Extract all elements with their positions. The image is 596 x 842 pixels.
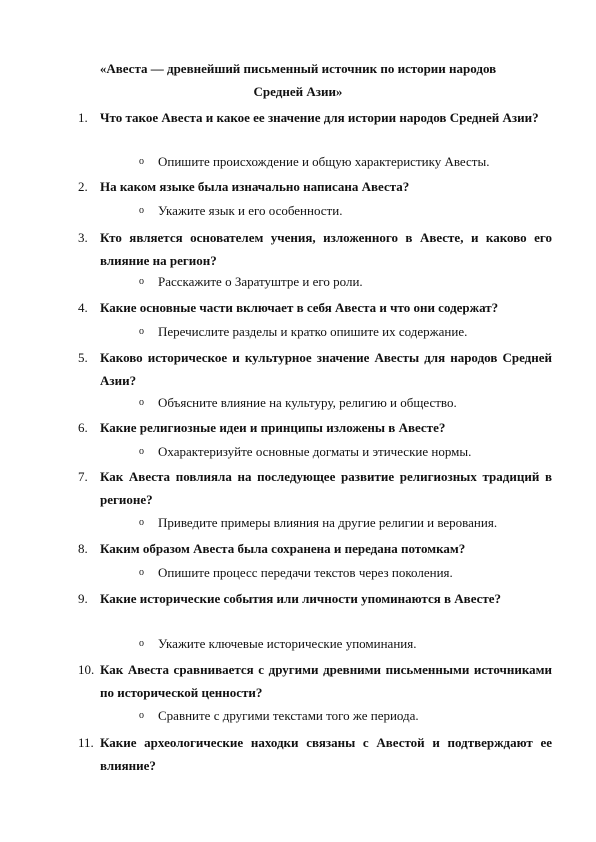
- question-number: 7.: [78, 469, 88, 484]
- question-7: [78, 465, 552, 511]
- subpoint-2: [139, 201, 343, 221]
- subpoint-8: [139, 563, 453, 583]
- question-5: [78, 346, 552, 392]
- question-text: Каково историческое и культурное значение Авесты для народов Средней Азии?: [100, 350, 552, 388]
- question-number: 5.: [78, 350, 88, 365]
- question-9: [78, 587, 552, 610]
- question-text: Каким образом Авеста была сохранена и передана потомкам?: [100, 541, 466, 556]
- subpoint-1: [139, 152, 490, 172]
- question-1: [78, 106, 552, 129]
- question-2: [78, 175, 552, 198]
- question-number: 6.: [78, 420, 88, 435]
- bullet-icon: o: [139, 567, 144, 578]
- subpoint-3: [139, 272, 363, 292]
- question-number: 1.: [78, 110, 88, 125]
- subpoint-text: Сравните с другими текстами того же периода.: [158, 708, 419, 723]
- subpoint-text: Укажите ключевые исторические упоминания.: [158, 636, 417, 651]
- bullet-icon: o: [139, 326, 144, 337]
- question-text: Какие религиозные идеи и принципы изложены в Авесте?: [100, 420, 446, 435]
- subpoint-text: Охарактеризуйте основные догматы и этические нормы.: [158, 444, 472, 459]
- subpoint-9: [139, 634, 417, 654]
- subpoint-text: Укажите язык и его особенности.: [158, 203, 343, 218]
- question-number: 8.: [78, 541, 88, 556]
- bullet-icon: o: [139, 638, 144, 649]
- question-text: Что такое Авеста и какое ее значение для истории народов Средней Азии?: [100, 110, 539, 125]
- question-3: [78, 226, 552, 272]
- bullet-icon: o: [139, 156, 144, 167]
- bullet-icon: o: [139, 205, 144, 216]
- question-10: [78, 658, 552, 704]
- question-6: [78, 416, 552, 439]
- question-text: Какие основные части включает в себя Авеста и что они содержат?: [100, 300, 499, 315]
- question-text: Как Авеста повлияла на последующее развитие религиозных традиций в регионе?: [100, 469, 552, 507]
- question-8: [78, 537, 552, 560]
- subpoint-7: [139, 513, 498, 533]
- bullet-icon: o: [139, 276, 144, 287]
- question-number: 9.: [78, 591, 88, 606]
- subpoint-text: Опишите процесс передачи текстов через поколения.: [158, 565, 453, 580]
- bullet-icon: o: [139, 446, 144, 457]
- bullet-icon: o: [139, 710, 144, 721]
- subpoint-text: Опишите происхождение и общую характеристику Авесты.: [158, 154, 490, 169]
- question-number: 11.: [78, 735, 94, 750]
- subpoint-text: Перечислите разделы и кратко опишите их содержание.: [158, 324, 468, 339]
- question-number: 4.: [78, 300, 88, 315]
- subpoint-6: [139, 442, 472, 462]
- subpoint-5: [139, 393, 457, 413]
- subpoint-text: Приведите примеры влияния на другие религии и верования.: [158, 515, 498, 530]
- bullet-icon: o: [139, 517, 144, 528]
- document-title-line-2: Средней Азии»: [253, 84, 343, 99]
- bullet-icon: o: [139, 397, 144, 408]
- subpoint-text: Расскажите о Заратуштре и его роли.: [158, 274, 363, 289]
- question-4: [78, 296, 552, 319]
- question-11: [78, 731, 552, 777]
- document-title-line-1: «Авеста — древнейший письменный источник по истории народов: [99, 61, 497, 76]
- question-text: Как Авеста сравнивается с другими древними письменными источниками по исторической ценности?: [100, 662, 552, 700]
- subpoint-text: Объясните влияние на культуру, религию и общество.: [158, 395, 457, 410]
- question-number: 2.: [78, 179, 88, 194]
- subpoint-10: [139, 706, 419, 726]
- question-text: Какие исторические события или личности упоминаются в Авесте?: [100, 591, 502, 606]
- question-number: 10.: [78, 662, 95, 677]
- question-text: Кто является основателем учения, изложенного в Авесте, и каково его влияние на регион?: [100, 230, 552, 268]
- subpoint-4: [139, 322, 468, 342]
- question-text: На каком языке была изначально написана Авеста?: [100, 179, 410, 194]
- question-text: Какие археологические находки связаны с Авестой и подтверждают ее влияние?: [100, 735, 552, 773]
- question-number: 3.: [78, 230, 88, 245]
